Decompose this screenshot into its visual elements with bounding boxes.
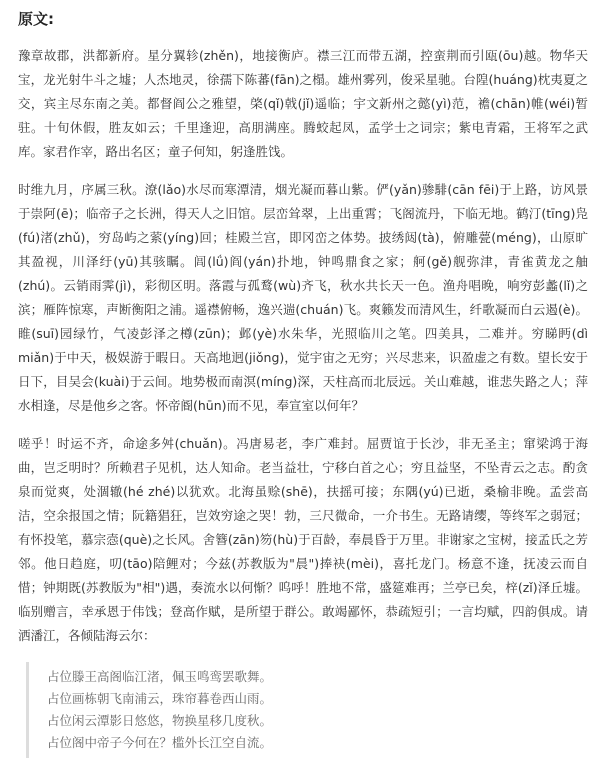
poem-line-4: 占位阁中帝子今何在？槛外长江空自流。 (47, 735, 273, 750)
paragraph-1: 豫章故郡，洪都新府。星分翼轸(zhěn)，地接衡庐。襟三江而带五湖，控蛮荆而引瓯(ōu)越。物华天宝，龙光射牛斗之墟；人杰地灵，徐孺下陈蕃(fān)之榻。雄州雾列，俊采星驰。台隍(huáng)枕夷夏之交，宾主尽东南之美。都督阎公之雅望，棨(qǐ)戟(jǐ)遥临；宇文新州之懿(yì)范，襜(chān)帷(wéi)暂驻。十旬休假，胜友如云；千里逢迎，高朋满座。腾蛟起凤，孟学士之词宗；紫电青霜，王将军之武库。家君作宰，路出名区；童子何知，躬逢胜饯。 (18, 48, 588, 159)
poem-line-3: 占位闲云潭影日悠悠，物换星移几度秋。 (47, 713, 273, 728)
poem-blockquote (26, 662, 588, 758)
section-heading: 原文: (18, 10, 54, 28)
poem-line-2: 占位画栋朝飞南浦云，珠帘暮卷西山雨。 (47, 691, 273, 706)
paragraph-2: 时维九月，序属三秋。潦(lǎo)水尽而寒潭清，烟光凝而暮山紫。俨(yǎn)骖騑(cān fēi)于上路，访风景于崇阿(ē)；临帝子之长洲，得天人之旧馆。层峦耸翠，上出重霄；飞阁流丹，下临无地。鹤汀(tīng)凫(fú)渚(zhǔ)，穷岛屿之萦(yíng)回；桂殿兰宫，即冈峦之体势。披绣闼(tà)，俯雕甍(méng)，山原旷其盈视，川泽纡(yū)其骇瞩。闾(lǘ)阎(yán)扑地，钟鸣鼎食之家；舸(gě)舰弥津，青雀黄龙之舳(zhú)。云销雨霁(jì)，彩彻区明。落霞与孤鹜(wù)齐飞，秋水共长天一色。渔舟唱晚，响穷彭蠡(lǐ)之滨；雁阵惊寒，声断衡阳之浦。遥襟俯畅，逸兴遄(chuán)飞。爽籁发而清风生，纤歌凝而白云遏(è)。睢(suī)园绿竹，气凌彭泽之樽(zūn)；邺(yè)水朱华，光照临川之笔。四美具，二难并。穷睇眄(dì miǎn)于中天，极娱游于暇日。天高地迥(jiǒng)，觉宇宙之无穷；兴尽悲来，识盈虚之有数。望长安于日下，目吴会(kuài)于云间。地势极而南溟(míng)深，天柱高而北辰远。关山难越，谁悲失路之人；萍水相逢，尽是他乡之客。怀帝阍(hūn)而不见，奉宣室以何年？ (18, 182, 588, 413)
paragraph-3: 嗟乎！时运不齐，命途多舛(chuǎn)。冯唐易老，李广难封。屈贾谊于长沙，非无圣主；窜梁鸿于海曲，岂乏明时？所赖君子见机，达人知命。老当益壮，宁移白首之心；穷且益坚，不坠青云之志。酌贪泉而觉爽，处涸辙(hé zhé)以犹欢。北海虽赊(shē)，扶摇可接；东隅(yú)已逝，桑榆非晚。孟尝高洁，空余报国之情；阮籍猖狂，岂效穷途之哭！勃，三尺微命，一介书生。无路请缨，等终军之弱冠；有怀投笔，慕宗悫(què)之长风。舍簪(zān)笏(hù)于百龄，奉晨昏于万里。非谢家之宝树，接孟氏之芳邻。他日趋庭，叨(tāo)陪鲤对；今兹(苏教版为"晨")捧袂(mèi)，喜托龙门。杨意不逢，抚凌云而自惜；钟期既(苏教版为"相")遇，奏流水以何惭？呜呼！胜地不常，盛筵难再；兰亭已矣，梓(zǐ)泽丘墟。临别赠言，幸承恩于伟饯；登高作赋，是所望于群公。敢竭鄙怀，恭疏短引；一言均赋，四韵俱成。请洒潘江，各倾陆海云尔： (18, 436, 588, 643)
poem-line-1: 占位滕王高阁临江渚，佩玉鸣鸾罢歌舞。 (47, 669, 273, 684)
